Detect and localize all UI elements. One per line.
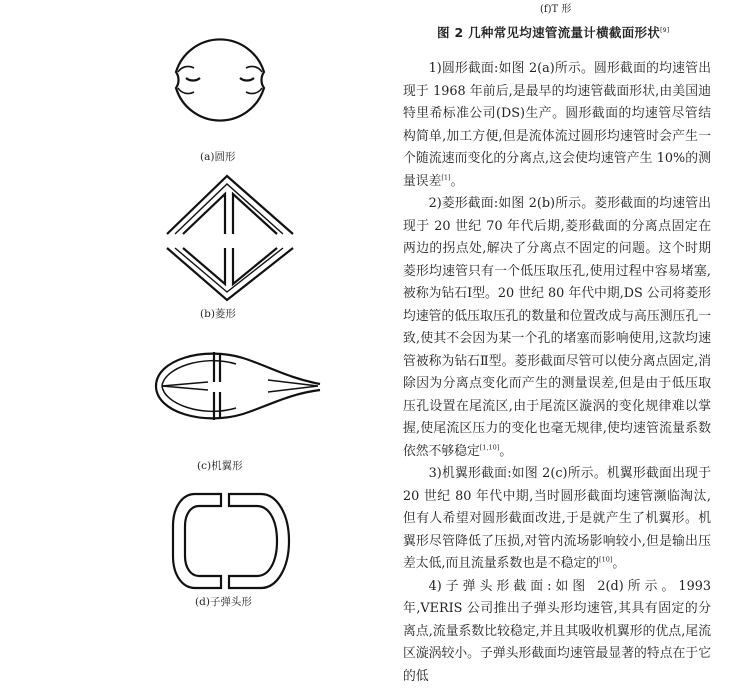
paragraph-circle: [403, 58, 711, 193]
paragraph-airfoil: [403, 463, 711, 576]
caption-d: (d)子弹头形: [195, 594, 252, 609]
top-figure-caption: (f)T 形: [540, 0, 571, 15]
bullet-section-diagram: [165, 486, 295, 596]
paragraph-text: 1)圆形截面:如图 2(a)所示。圆形截面的均速管出现于 1968 年前后,是最早的均速管截面形状,由美国迪特里希标准公司(DS)生产。圆形截面的均速管尽管结构简单,加工方便,但是流体流过圆形均速管时会产生一个随流速而变化的分离点,这会使均速管产生 10%的测量误差: [403, 61, 711, 189]
figure-title: [437, 23, 670, 41]
airfoil-section-diagram: [148, 340, 328, 430]
figure-title-ref: [9]: [660, 27, 669, 34]
citation: [10]: [599, 556, 612, 564]
diamond-section-diagram: [155, 172, 305, 302]
paragraph-end: 。: [499, 444, 512, 459]
paragraph-end: 。: [612, 556, 625, 571]
caption-a: (a)圆形: [200, 149, 235, 164]
citation: [1]: [441, 173, 450, 181]
paragraph-bullet: [403, 576, 711, 688]
paragraph-diamond: [403, 193, 711, 463]
paragraph-text: 3)机翼形截面:如图 2(c)所示。机翼形截面出现于 20 世纪 80 年代中期,当时圆形截面均速管濒临淘汰,但有人希望对圆形截面改进,于是就产生了机翼形。机翼形尽管降低了压损,对管内流场影响较小,但是输出压差太低,而且流量系数也是不稳定的: [403, 466, 711, 571]
paragraph-text: 4)子弹头形截面:如图 2(d)所示。1993 年,VERIS 公司推出子弹头形均速管,其具有固定的分离点,流量系数比较稳定,并且其吸收机翼形的优点,尾流区漩涡较小。子弹头形截面均速管最显著的特点在于它的低: [403, 579, 711, 684]
figure-title-text: 图 2 几种常见均速管流量计横截面形状: [437, 25, 660, 40]
paragraph-end: 。: [451, 174, 464, 189]
caption-c: (c)机翼形: [197, 458, 243, 473]
paragraph-text: 2)菱形截面:如图 2(b)所示。菱形截面的均速管出现于 20 世纪 70 年代后期,菱形截面的分离点固定在两边的拐点处,解决了分离点不固定的问题。这个时期菱形均速管只有一个低压取压孔,使用过程中容易堵塞,被称为钻石Ⅰ型。20 世纪 80 年代中期,DS 公司将菱形均速管的低压取压孔的数量和位置改成与高压测压孔一致,使其不会因为某一个孔的堵塞而影响使用,这款均速管被称为钻石Ⅱ型。菱形截面尽管可以使分离点固定,消除因为分离点变化而产生的测量误差,但是由于低压取压孔设置在尾流区,由于尾流区漩涡的变化规律难以掌握,使尾流区压力的变化也毫无规律,使均速管流量系数依然不够稳定: [403, 196, 711, 459]
body-text: [403, 58, 711, 688]
caption-b: (b)菱形: [200, 306, 236, 321]
citation: [1,10]: [480, 443, 500, 451]
circle-section-diagram: [160, 20, 280, 140]
